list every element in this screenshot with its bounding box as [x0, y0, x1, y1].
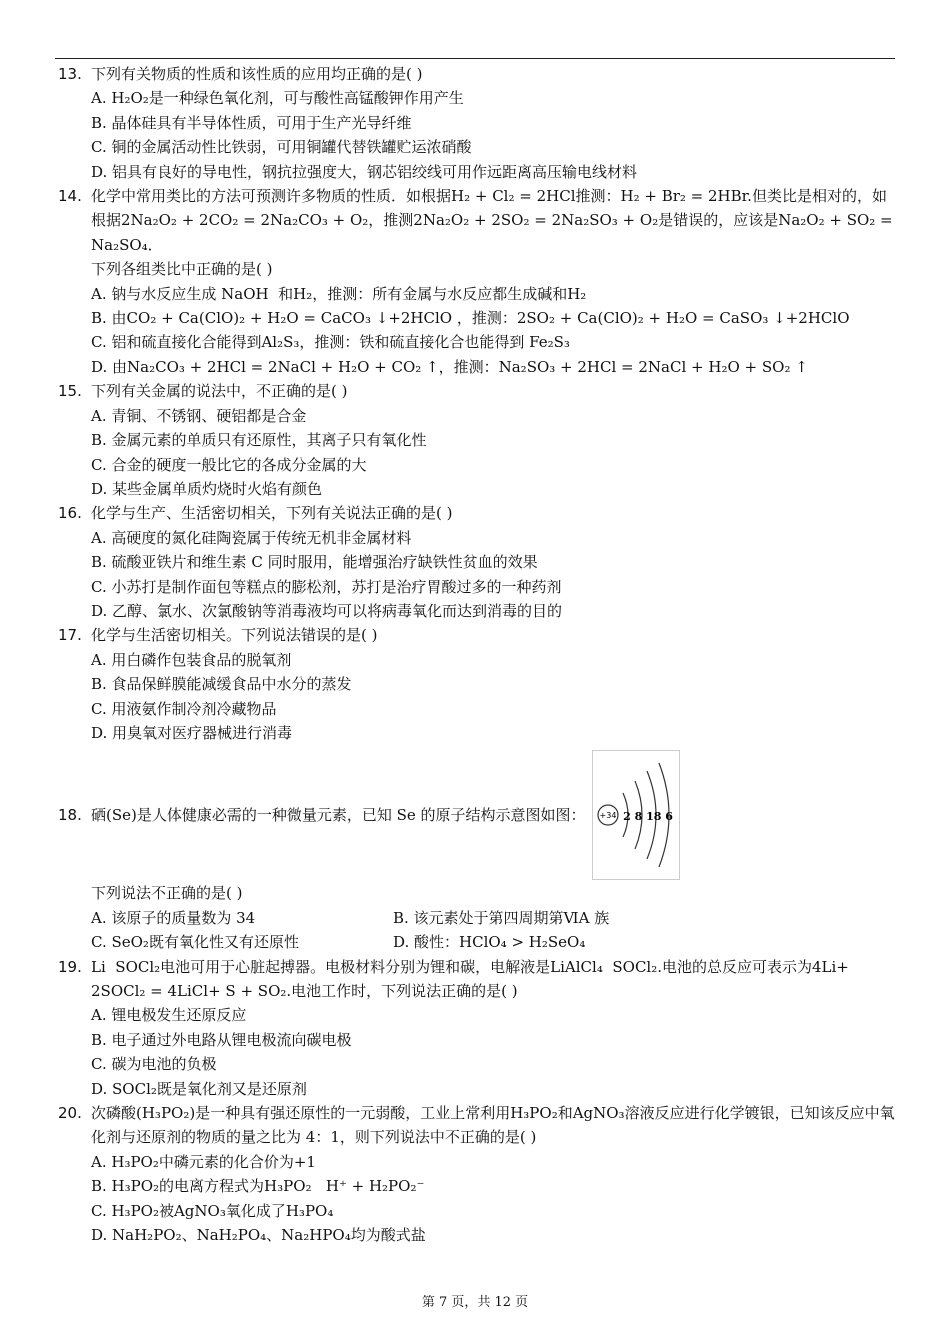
question-stem: 次磷酸(H₃PO₂)是一种具有强还原性的一元弱酸，工业上常利用H₃PO₂和AgNO₃溶液反应进行化学镀银，已知该反应中氧化剂与还原剂的物质的量之比为 4：1，则下列说法中不正确的是( )	[91, 1104, 895, 1147]
option-d: D. 用臭氧对医疗器械进行消毒	[91, 723, 293, 742]
option-a: A. 钠与水反应生成 NaOH 和H₂，推测：所有金属与水反应都生成碱和H₂	[91, 284, 587, 303]
question-15	[58, 379, 898, 501]
option-a: A. 用白磷作包装食品的脱氧剂	[91, 650, 292, 669]
question-13	[58, 62, 898, 184]
option-a: A. H₃PO₂中磷元素的化合价为+1	[91, 1152, 316, 1171]
question-number: 13.	[58, 65, 82, 83]
option-c: C. H₃PO₂被AgNO₃氧化成了H₃PO₄	[91, 1201, 334, 1220]
option-d: D. 由Na₂CO₃ + 2HCl = 2NaCl + H₂O + CO₂ ↑，推测：Na₂SO₃ + 2HCl = 2NaCl + H₂O + SO₂ ↑	[91, 357, 808, 376]
option-c: C. 合金的硬度一般比它的各成分金属的大	[91, 455, 367, 474]
question-stem: 硒(Se)是人体健康必需的一种微量元素，已知 Se 的原子结构示意图如图：	[91, 806, 586, 825]
question-16	[58, 501, 898, 623]
option-a: A. 锂电极发生还原反应	[91, 1006, 247, 1025]
option-b: B. 硫酸亚铁片和维生素 C 同时服用，能增强治疗缺铁性贫血的效果	[91, 553, 538, 572]
question-stem: 下列有关物质的性质和该性质的应用均正确的是( )	[91, 65, 423, 83]
atom-structure-diagram	[592, 750, 680, 880]
question-stem: 化学与生产、生活密切相关，下列有关说法正确的是( )	[91, 504, 453, 523]
option-c: C. 碳为电池的负极	[91, 1055, 217, 1074]
option-d: D. 铝具有良好的导电性，钢抗拉强度大，钢芯铝绞线可用作远距离高压输电线材料	[91, 162, 638, 181]
option-b: B. 由CO₂ + Ca(ClO)₂ + H₂O = CaCO₃ ↓+2HClO ，推测：2SO₂ + Ca(ClO)₂ + H₂O = CaSO₃ ↓+2HClO	[91, 309, 850, 328]
question-19	[58, 955, 898, 1101]
option-d: D. 酸性：HClO₄ > H₂SeO₄	[393, 933, 586, 952]
option-b: B. H₃PO₂的电离方程式为H₃PO₂ H⁺ + H₂PO₂⁻	[91, 1177, 425, 1196]
page-footer: 第 7 页，共 12 页	[421, 1295, 529, 1310]
option-b: B. 晶体硅具有半导体性质，可用于生产光导纤维	[91, 113, 412, 132]
exam-content	[58, 62, 898, 1247]
option-d: D. NaH₂PO₂、NaH₂PO₄、Na₂HPO₄均为酸式盐	[91, 1226, 426, 1245]
question-number: 19.	[58, 957, 82, 976]
question-prompt: 下列说法不正确的是( )	[91, 884, 243, 903]
question-number: 18.	[58, 806, 82, 825]
option-a: A. 该原子的质量数为 34	[91, 908, 256, 927]
question-number: 14.	[58, 187, 82, 206]
option-b: B. 该元素处于第四周期第ⅥA 族	[393, 908, 610, 927]
option-d: D. SOCl₂既是氧化剂又是还原剂	[91, 1079, 307, 1098]
option-b: B. 食品保鲜膜能减缓食品中水分的蒸发	[91, 675, 352, 694]
question-stem: Li SOCl₂电池可用于心脏起搏器。电极材料分别为锂和碳，电解液是LiAlCl₄ SOCl₂.电池的总反应可表示为4Li+ 2SOCl₂ = 4LiCl+ S + SO₂.电池工作时，下列说法正确的是( )	[91, 957, 854, 1000]
option-d: D. 某些金属单质灼烧时火焰有颜色	[91, 479, 323, 498]
question-number: 15.	[58, 382, 82, 401]
electron-shell-counts: 2 8 18 6	[622, 810, 673, 824]
option-a: A. H₂O₂是一种绿色氧化剂，可与酸性高锰酸钾作用产生	[91, 89, 464, 108]
option-b: B. 电子通过外电路从锂电极流向碳电极	[91, 1030, 352, 1049]
question-18	[58, 749, 898, 954]
option-b: B. 金属元素的单质只有还原性，其离子只有氧化性	[91, 431, 427, 450]
option-c: C. SeO₂既有氧化性又有还原性	[91, 933, 299, 952]
question-14	[58, 184, 898, 379]
option-c: C. 小苏打是制作面包等糕点的膨松剂，苏打是治疗胃酸过多的一种药剂	[91, 577, 562, 596]
option-c: C. 铝和硫直接化合能得到Al₂S₃，推测：铁和硫直接化合也能得到 Fe₂S₃	[91, 333, 570, 352]
header-rule	[55, 58, 895, 59]
nucleus-charge: +34	[599, 811, 617, 821]
question-stem: 化学与生活密切相关。下列说法错误的是( )	[91, 626, 378, 645]
question-stem: 下列有关金属的说法中，不正确的是( )	[91, 382, 348, 401]
option-c: C. 用液氨作制冷剂冷藏物品	[91, 699, 277, 718]
question-17	[58, 623, 898, 745]
option-a: A. 高硬度的氮化硅陶瓷属于传统无机非金属材料	[91, 528, 412, 547]
question-number: 16.	[58, 504, 82, 523]
question-stem: 化学中常用类比的方法可预测许多物质的性质．如根据H₂ + Cl₂ = 2HCl推测：H₂ + Br₂ = 2HBr.但类比是相对的，如根据2Na₂O₂ + 2CO₂ = 2Na₂CO₃ + O₂，推测2Na₂O₂ + 2SO₂ = 2Na₂SO₃ + O₂是错误的，应该是Na₂O₂ + SO₂ = Na₂SO₄．	[91, 187, 898, 254]
question-number: 20.	[58, 1104, 82, 1123]
option-c: C. 铜的金属活动性比铁弱，可用铜罐代替铁罐贮运浓硝酸	[91, 138, 472, 157]
option-d: D. 乙醇、氯水、次氯酸钠等消毒液均可以将病毒氧化而达到消毒的目的	[91, 601, 563, 620]
question-number: 17.	[58, 626, 82, 645]
question-20	[58, 1101, 898, 1247]
option-a: A. 青铜、不锈钢、硬铝都是合金	[91, 406, 307, 425]
question-prompt: 下列各组类比中正确的是( )	[91, 260, 273, 279]
